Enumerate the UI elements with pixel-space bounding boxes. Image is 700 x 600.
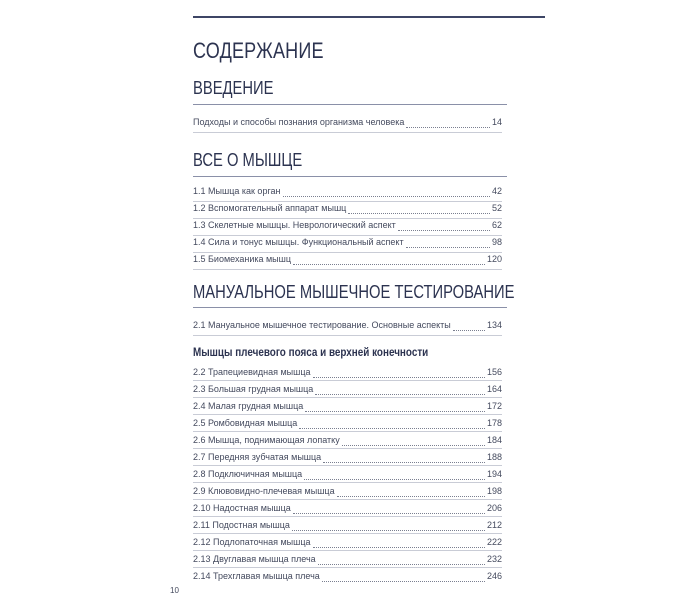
leader-dots [348,213,490,214]
entry-rule [193,235,502,236]
toc-entry-label: 2.7 Передняя зубчатая мышца [193,452,322,462]
leader-dots [283,196,490,197]
page-title: СОДЕРЖАНИЕ [193,38,324,63]
section-rule [193,104,507,105]
entry-rule [193,550,502,551]
toc-entry[interactable] [193,571,502,585]
toc-entry-label: 2.10 Надостная мышца [193,503,291,513]
entry-rule [193,201,502,202]
entry-rule [193,465,502,466]
toc-entry[interactable] [193,537,502,551]
leader-dots [304,479,485,480]
section-rule [193,176,507,177]
toc-entry-label: 1.3 Скелетные мышцы. Неврологический аспект [193,220,396,230]
toc-entry-page: 198 [486,486,502,496]
toc-entry-label: 2.14 Трехглавая мышца плеча [193,571,320,581]
toc-entry[interactable] [193,486,502,500]
toc-entry[interactable] [193,452,502,466]
toc-entry-page: 184 [486,435,502,445]
leader-dots [406,127,490,128]
toc-entry[interactable] [193,520,502,534]
toc-entry[interactable] [193,401,502,415]
entry-rule [193,516,502,517]
toc-entry-label: 2.13 Двуглавая мышца плеча [193,554,316,564]
leader-dots [337,496,485,497]
toc-entry-page: 156 [486,367,502,377]
section-heading-muscle: ВСЕ О МЫШЦЕ [193,150,303,170]
leader-dots [315,394,485,395]
toc-entry-page: 222 [486,537,502,547]
toc-entry[interactable] [193,320,502,334]
subsection-heading: Мышцы плечевого пояса и верхней конечности [193,347,429,359]
entry-rule [193,431,502,432]
toc-entry[interactable] [193,254,502,268]
toc-entry-label: 2.4 Малая грудная мышца [193,401,304,411]
toc-entry-page: 42 [491,186,502,196]
toc-entry-label: 2.2 Трапециевидная мышца [193,367,311,377]
toc-entry-page: 232 [486,554,502,564]
leader-dots [453,330,485,331]
entry-rule [193,499,502,500]
toc-entry[interactable] [193,503,502,517]
leader-dots [305,411,485,412]
toc-entry[interactable] [193,186,502,200]
toc-entry-label: 1.5 Биомеханика мышц [193,254,292,264]
toc-entry-label: Подходы и способы познания организма человека [193,117,405,127]
leader-dots [293,264,485,265]
leader-dots [292,530,485,531]
toc-entry-page: 178 [486,418,502,428]
section-heading-introduction: ВВЕДЕНИЕ [193,78,274,98]
leader-dots [299,428,485,429]
toc-entry-page: 52 [491,203,502,213]
toc-entry[interactable] [193,220,502,234]
toc-entry[interactable] [193,117,502,131]
toc-entry-page: 212 [486,520,502,530]
toc-entry[interactable] [193,384,502,398]
toc-entry-page: 62 [491,220,502,230]
entry-rule [193,132,502,133]
leader-dots [313,377,485,378]
entry-rule [193,269,502,270]
toc-entry-page: 120 [486,254,502,264]
toc-entry-label: 2.12 Подлопаточная мышца [193,537,311,547]
toc-entry[interactable] [193,469,502,483]
toc-entry-label: 1.4 Сила и тонус мышцы. Функциональный аспект [193,237,404,247]
toc-entry-label: 2.6 Мышца, поднимающая лопатку [193,435,340,445]
toc-entry-page: 172 [486,401,502,411]
toc-entry-page: 14 [491,117,502,127]
leader-dots [313,547,485,548]
toc-entry-label: 2.3 Большая грудная мышца [193,384,314,394]
toc-entry-page: 206 [486,503,502,513]
toc-entry-label: 1.2 Вспомогательный аппарат мышц [193,203,347,213]
toc-entry-page: 188 [486,452,502,462]
toc-entry-page: 164 [486,384,502,394]
toc-entry-label: 2.8 Подключичная мышца [193,469,303,479]
leader-dots [293,513,485,514]
entry-rule [193,567,502,568]
toc-entry[interactable] [193,203,502,217]
entry-rule [193,482,502,483]
toc-entry[interactable] [193,554,502,568]
top-rule [193,16,545,18]
toc-entry-label: 2.1 Мануальное мышечное тестирование. Основные аспекты [193,320,451,330]
page-number: 10 [170,586,179,595]
toc-entry-label: 2.9 Клювовидно-плечевая мышца [193,486,335,496]
leader-dots [398,230,490,231]
entry-rule [193,218,502,219]
toc-entry-page: 134 [486,320,502,330]
toc-entry-page: 246 [486,571,502,581]
toc-entry-label: 1.1 Мышца как орган [193,186,281,196]
leader-dots [322,581,485,582]
entry-rule [193,397,502,398]
leader-dots [342,445,485,446]
toc-entry-label: 2.5 Ромбовидная мышца [193,418,298,428]
toc-entry[interactable] [193,367,502,381]
entry-rule [193,414,502,415]
section-heading-manual-testing: МАНУАЛЬНОЕ МЫШЕЧНОЕ ТЕСТИРОВАНИЕ [193,282,515,302]
toc-entry-page: 194 [486,469,502,479]
entry-rule [193,335,502,336]
toc-entry[interactable] [193,418,502,432]
toc-entry-label: 2.11 Подостная мышца [193,520,290,530]
entry-rule [193,252,502,253]
entry-rule [193,533,502,534]
entry-rule [193,448,502,449]
section-rule [193,307,507,308]
leader-dots [323,462,485,463]
toc-entry[interactable] [193,237,502,251]
leader-dots [406,247,490,248]
entry-rule [193,380,502,381]
toc-entry[interactable] [193,435,502,449]
toc-entry-page: 98 [491,237,502,247]
leader-dots [318,564,485,565]
